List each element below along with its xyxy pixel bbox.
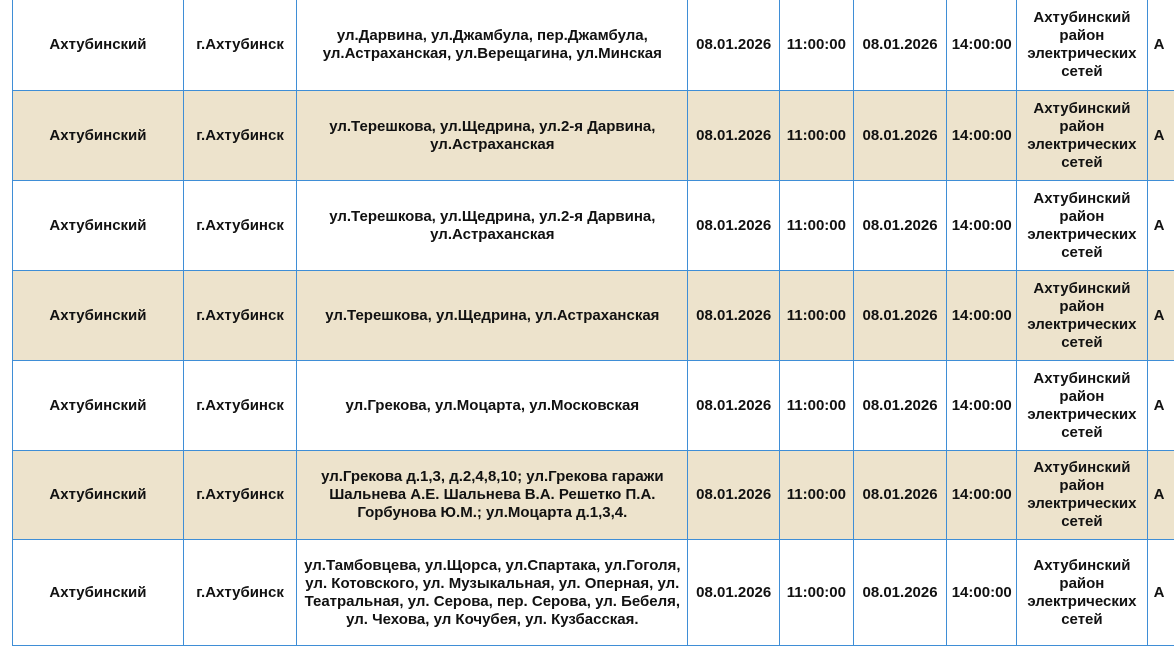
streets-cell: ул.Терешкова, ул.Щедрина, ул.2-я Дарвина, ул.Астраханская xyxy=(297,181,688,271)
end-time-cell: 14:00:00 xyxy=(947,540,1017,646)
outage-schedule-table xyxy=(12,0,1174,646)
extra-cell: А xyxy=(1147,451,1174,540)
end-time-cell: 14:00:00 xyxy=(947,91,1017,181)
extra-cell: А xyxy=(1147,271,1174,361)
district-cell: Ахтубинский xyxy=(13,91,184,181)
locality-cell: г.Ахтубинск xyxy=(183,181,296,271)
start-date-cell: 08.01.2026 xyxy=(688,451,780,540)
streets-cell: ул.Тамбовцева, ул.Щорса, ул.Спартака, ул.Гоголя, ул. Котовского, ул. Музыкальная, ул. Оперная, ул. Театральная, ул. Серова, пер. Серова, ул. Бебеля, ул. Чехова, ул Кочубея, ул. Кузбасская. xyxy=(297,540,688,646)
end-date-cell: 08.01.2026 xyxy=(853,181,947,271)
extra-cell: А xyxy=(1147,0,1174,91)
start-date-cell: 08.01.2026 xyxy=(688,0,780,91)
district-cell: Ахтубинский xyxy=(13,540,184,646)
end-time-cell: 14:00:00 xyxy=(947,271,1017,361)
district-cell: Ахтубинский xyxy=(13,0,184,91)
district-cell: Ахтубинский xyxy=(13,181,184,271)
end-date-cell: 08.01.2026 xyxy=(853,361,947,451)
start-date-cell: 08.01.2026 xyxy=(688,181,780,271)
end-time-cell: 14:00:00 xyxy=(947,181,1017,271)
network-cell: Ахтубинский район электрических сетей xyxy=(1017,0,1148,91)
start-date-cell: 08.01.2026 xyxy=(688,271,780,361)
table-row xyxy=(13,91,1174,181)
streets-cell: ул.Терешкова, ул.Щедрина, ул.Астраханская xyxy=(297,271,688,361)
extra-cell: А xyxy=(1147,361,1174,451)
network-cell: Ахтубинский район электрических сетей xyxy=(1017,361,1148,451)
extra-cell: А xyxy=(1147,181,1174,271)
start-time-cell: 11:00:00 xyxy=(780,451,854,540)
streets-cell: ул.Дарвина, ул.Джамбула, пер.Джамбула, ул.Астраханская, ул.Верещагина, ул.Минская xyxy=(297,0,688,91)
streets-cell: ул.Терешкова, ул.Щедрина, ул.2-я Дарвина, ул.Астраханская xyxy=(297,91,688,181)
start-date-cell: 08.01.2026 xyxy=(688,91,780,181)
locality-cell: г.Ахтубинск xyxy=(183,451,296,540)
end-date-cell: 08.01.2026 xyxy=(853,540,947,646)
start-date-cell: 08.01.2026 xyxy=(688,361,780,451)
network-cell: Ахтубинский район электрических сетей xyxy=(1017,181,1148,271)
district-cell: Ахтубинский xyxy=(13,451,184,540)
streets-cell: ул.Грекова д.1,3, д.2,4,8,10; ул.Грекова гаражи Шальнева А.Е. Шальнева В.А. Решетко П.А. Горбунова Ю.М.; ул.Моцарта д.1,3,4. xyxy=(297,451,688,540)
end-time-cell: 14:00:00 xyxy=(947,361,1017,451)
start-time-cell: 11:00:00 xyxy=(780,271,854,361)
end-date-cell: 08.01.2026 xyxy=(853,271,947,361)
end-date-cell: 08.01.2026 xyxy=(853,451,947,540)
start-date-cell: 08.01.2026 xyxy=(688,540,780,646)
start-time-cell: 11:00:00 xyxy=(780,0,854,91)
start-time-cell: 11:00:00 xyxy=(780,91,854,181)
extra-cell: А xyxy=(1147,540,1174,646)
locality-cell: г.Ахтубинск xyxy=(183,540,296,646)
table-row xyxy=(13,361,1174,451)
locality-cell: г.Ахтубинск xyxy=(183,361,296,451)
network-cell: Ахтубинский район электрических сетей xyxy=(1017,451,1148,540)
table-row xyxy=(13,0,1174,91)
network-cell: Ахтубинский район электрических сетей xyxy=(1017,271,1148,361)
locality-cell: г.Ахтубинск xyxy=(183,0,296,91)
end-time-cell: 14:00:00 xyxy=(947,0,1017,91)
end-date-cell: 08.01.2026 xyxy=(853,91,947,181)
locality-cell: г.Ахтубинск xyxy=(183,91,296,181)
end-time-cell: 14:00:00 xyxy=(947,451,1017,540)
network-cell: Ахтубинский район электрических сетей xyxy=(1017,540,1148,646)
streets-cell: ул.Грекова, ул.Моцарта, ул.Московская xyxy=(297,361,688,451)
table-row xyxy=(13,540,1174,646)
extra-cell: А xyxy=(1147,91,1174,181)
table-row xyxy=(13,271,1174,361)
start-time-cell: 11:00:00 xyxy=(780,540,854,646)
table-row xyxy=(13,181,1174,271)
end-date-cell: 08.01.2026 xyxy=(853,0,947,91)
start-time-cell: 11:00:00 xyxy=(780,361,854,451)
locality-cell: г.Ахтубинск xyxy=(183,271,296,361)
network-cell: Ахтубинский район электрических сетей xyxy=(1017,91,1148,181)
table-row xyxy=(13,451,1174,540)
district-cell: Ахтубинский xyxy=(13,271,184,361)
district-cell: Ахтубинский xyxy=(13,361,184,451)
start-time-cell: 11:00:00 xyxy=(780,181,854,271)
